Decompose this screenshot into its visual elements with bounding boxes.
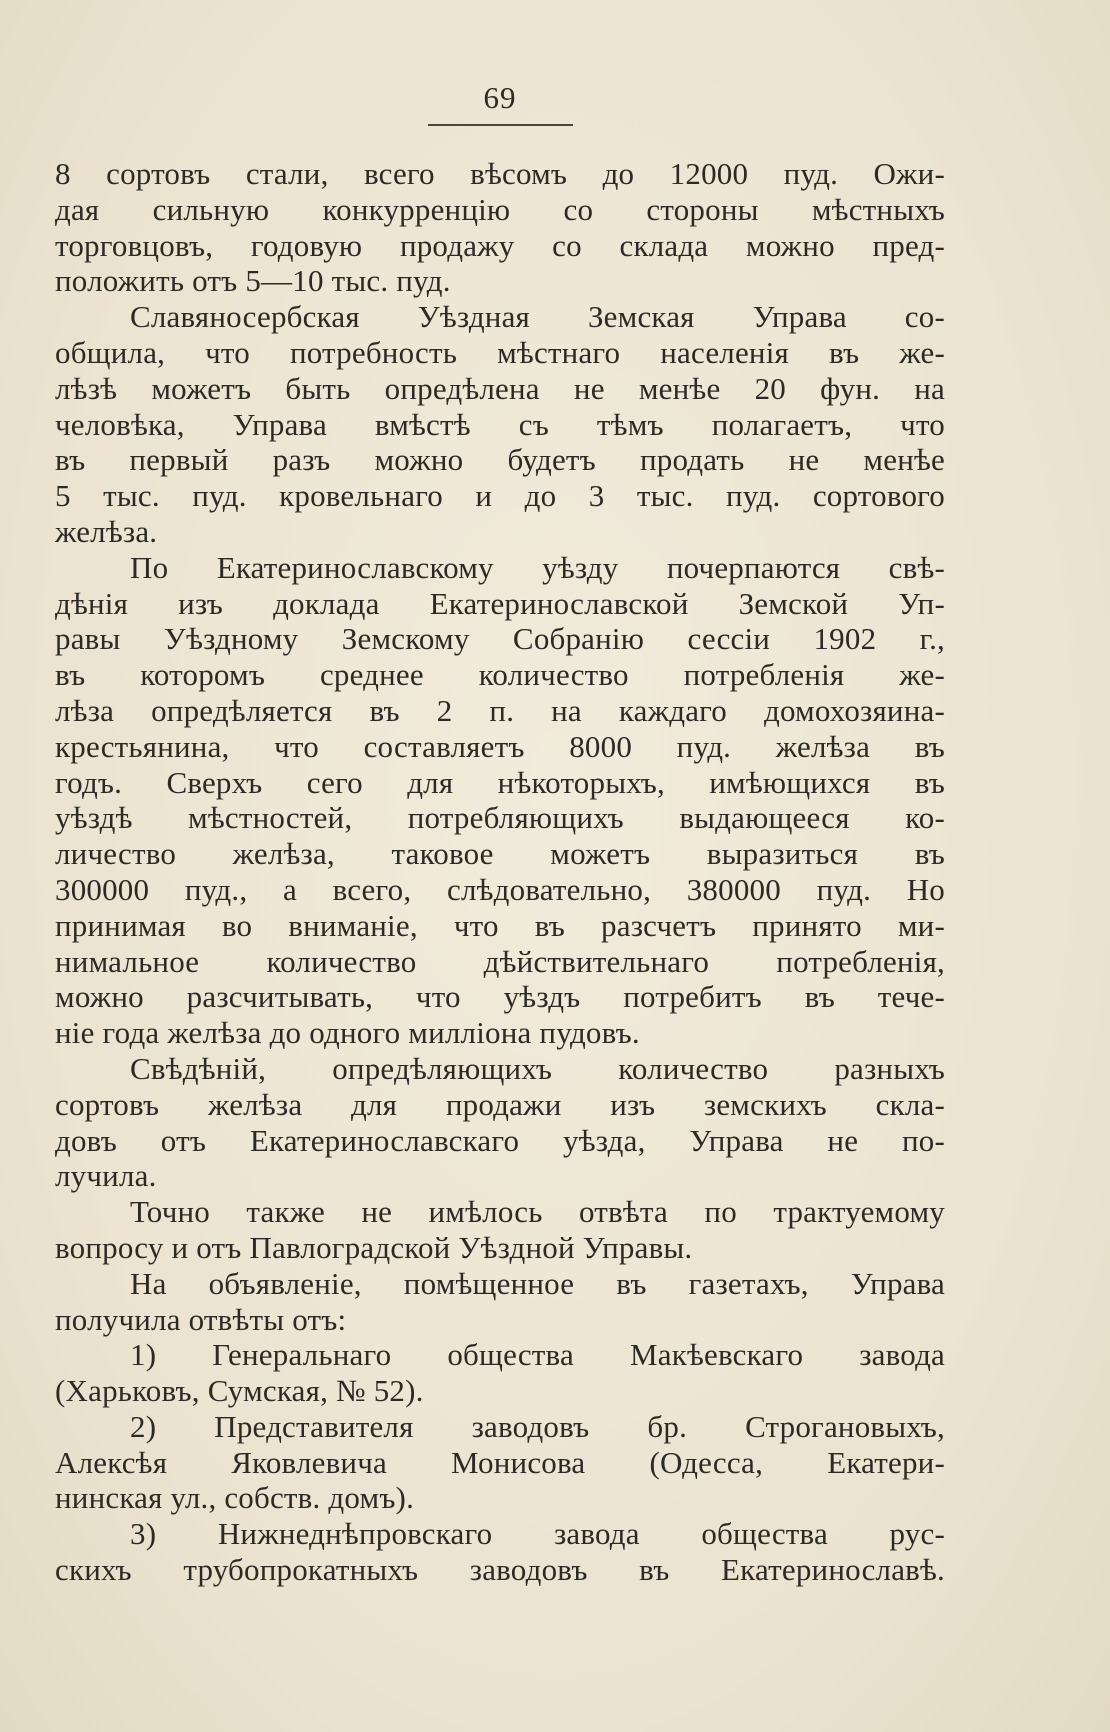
text-line: Славяносербская Уѣздная Земская Управа со- xyxy=(130,299,945,335)
text-line: человѣка, Управа вмѣстѣ съ тѣмъ полагаетъ, что xyxy=(55,406,945,442)
text-line: дая сильную конкурренцію со стороны мѣстныхъ xyxy=(55,191,945,227)
text-line: 1) Генеральнаго общества Макѣевскаго завода xyxy=(130,1337,945,1373)
text-line: 8 сортовъ стали, всего вѣсомъ до 12000 пуд. Ожи- xyxy=(55,156,945,191)
text-line: Свѣдѣній, опредѣляющихъ количество разныхъ xyxy=(130,1050,945,1086)
text-line: (Харьковъ, Сумская, № 52). xyxy=(55,1373,424,1409)
page-number-rule xyxy=(428,124,573,126)
text-line: лѣзѣ можетъ быть опредѣлена не менѣе 20 фун. на xyxy=(55,370,945,406)
text-line: нинская ул., собств. домъ). xyxy=(55,1480,415,1516)
page-number: 69 xyxy=(483,80,517,115)
text-line: скихъ трубопрокатныхъ заводовъ въ Екатеринославѣ. xyxy=(55,1552,945,1588)
text-line: 3) Нижнеднѣпровскаго завода общества рус- xyxy=(130,1516,945,1552)
text-line: 2) Представителя заводовъ бр. Строгановыхъ, xyxy=(130,1408,945,1444)
text-line: ніе года желѣза до одного милліона пудовъ. xyxy=(55,1015,640,1051)
text-line: въ которомъ среднее количество потребленія же- xyxy=(55,657,945,693)
text-line: можно разсчитывать, что уѣздъ потребитъ въ тече- xyxy=(55,979,945,1015)
text-line: равы Уѣздному Земскому Собранію сессіи 1902 г., xyxy=(55,621,945,657)
text-line: торговцовъ, годовую продажу со склада можно пред- xyxy=(55,227,945,263)
text-line: 5 тыс. пуд. кровельнаго и до 3 тыс. пуд. сортового xyxy=(55,478,945,514)
text-line: получила отвѣты отъ: xyxy=(55,1301,347,1337)
text-line: нимальное количество дѣйствительнаго потребленія, xyxy=(55,943,945,979)
text-line: личество желѣза, таковое можетъ выразиться въ xyxy=(55,836,945,872)
text-line: Алексѣя Яковлевича Монисова (Одесса, Екатери- xyxy=(55,1444,945,1480)
text-line: крестьянина, что составляетъ 8000 пуд. желѣза въ xyxy=(55,728,945,764)
text-line: лѣза опредѣляется въ 2 п. на каждаго домохозяина- xyxy=(55,692,945,728)
text-line: уѣздѣ мѣстностей, потребляющихъ выдающееся ко- xyxy=(55,800,945,836)
text-line: Точно также не имѣлось отвѣта по трактуемому xyxy=(130,1194,945,1230)
text-line: сортовъ желѣза для продажи изъ земскихъ скла- xyxy=(55,1086,945,1122)
body-text xyxy=(55,156,945,1588)
text-line: дѣнія изъ доклада Екатеринославской Земской Уп- xyxy=(55,585,945,621)
text-line: лучила. xyxy=(55,1158,157,1194)
text-line: положить отъ 5—10 тыс. пуд. xyxy=(55,263,451,299)
text-line: принимая во вниманіе, что въ разсчетъ принято ми- xyxy=(55,907,945,943)
text-line: общила, что потребность мѣстнаго населенія въ же- xyxy=(55,334,945,370)
text-line: въ первый разъ можно будетъ продать не менѣе xyxy=(55,442,945,478)
text-line: На объявленіе, помѣщенное въ газетахъ, Управа xyxy=(130,1265,945,1301)
text-line: вопросу и отъ Павлоградской Уѣздной Управы. xyxy=(55,1229,693,1265)
text-line: желѣза. xyxy=(55,513,158,549)
text-line: 300000 пуд., а всего, слѣдовательно, 380000 пуд. Но xyxy=(55,871,945,907)
text-line: По Екатеринославскому уѣзду почерпаются свѣ- xyxy=(130,549,945,585)
text-line: годъ. Сверхъ сего для нѣкоторыхъ, имѣющихся въ xyxy=(55,764,945,800)
text-line: довъ отъ Екатеринославскаго уѣзда, Управа не по- xyxy=(55,1122,945,1158)
